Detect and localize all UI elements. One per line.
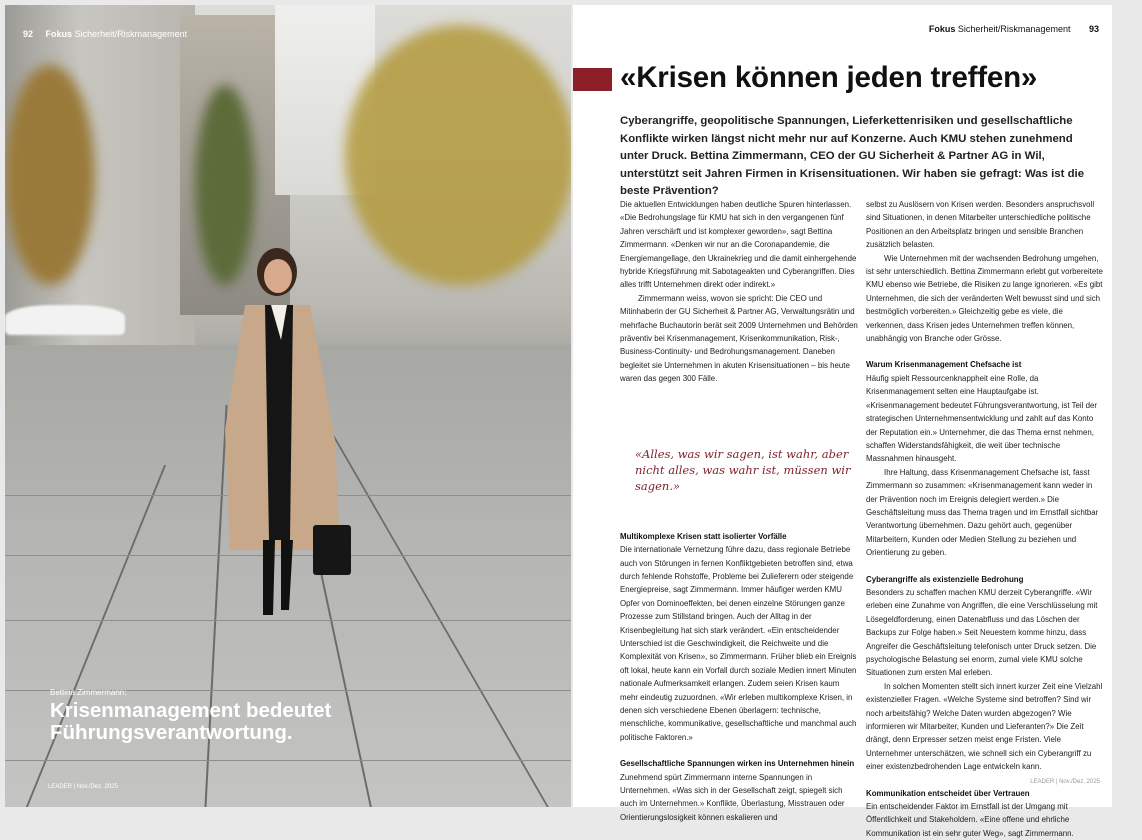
accent-bar xyxy=(573,68,612,91)
footer-right: LEADER | Nov./Dez. 2025 xyxy=(1030,779,1100,785)
tree-left xyxy=(5,65,95,285)
column-1 xyxy=(620,198,858,824)
paragraph: In solchen Momenten stellt sich innert kurzer Zeit eine Vielzahl existenzieller Fragen. «Welche Systeme sind betroffen? Sind wir noch arbeitsfähig? Welche Daten wurden abgezogen? Wie informieren wir Mitarbeiter, Kunden und Lieferanten?» Die Zeit drängt, denn Erpresser setzen meist enge Fristen. Viele Unternehmer unterschätzen, wie schnell sich ein Cyberangriff zu einer existenzbedrohenden Lage entwickeln kann. xyxy=(866,681,1103,772)
paragraph: Ein entscheidender Faktor im Ernstfall ist der Umgang mit Öffentlichkeit und Stakeholdern. «Eine offene und ehrliche Kommunikation ist ein sehr guter Weg», sagt Zimmermann. xyxy=(866,802,1074,838)
paragraph: Ihre Haltung, dass Krisenmanagement Chefsache ist, fasst Zimmermann so zusammen: «Krisenmanagement kann weder in der Prävention noch im Ereignis delegiert werden.» Die Geschäftsleitung muss das Thema tragen und im Ernstfall sichtbar Verantwortung übernehmen. Dazu gehört auch, gegenüber Mitarbeitern, Kunden oder Medien Stellung zu beziehen und Orientierung zu geben. xyxy=(866,467,1099,558)
tree-right xyxy=(345,25,571,285)
woman-walking xyxy=(205,240,355,640)
paragraph: Häufig spielt Ressourcenknappheit eine Rolle, da Krisenmanagement selten eine Hauptaufgabe ist. «Krisenmanagement bedeutet Führungsverantwortung, ist Teil der strategischen Unternehmensentwicklung und zahlt auf das Konto der Reputation ein.» Unternehmer, die das Thema ernst nehmen, schaffen Widerstandsfähigkeit, die weit über technische Massnahmen hinausgeht. xyxy=(866,373,1098,464)
paragraph: Zimmermann weiss, wovon sie spricht: Die CEO und Mitinhaberin der GU Sicherheit & Partner AG, Verwaltungsrätin und mehrfache Buchautorin berät seit 2009 Unternehmen und Behörden präventiv bei Krisenmanagement, Krisenkommunikation, Risk-, Business-Continuity- und Bedrohungsmanagement. Daneben begleitet sie Unternehmen in akuten Krisensituationen – bis heute waren das gegen 300 Fälle. xyxy=(620,293,858,384)
paragraph: Die internationale Vernetzung führe dazu, dass regionale Betriebe auch von Störungen in fernen Konfliktgebieten betroffen sind, etwa durch fehlende Rohstoffe, Probleme bei Zulieferern oder steigende Energiepreise, sagt Zimmermann. Immer häufiger werden KMU Opfer von Dominoeffekten, bei denen einzelne Störungen ganze Prozesse zum Stillstand bringen. Auch der Alltag in der Krisenbegleitung hat sich stark verändert. «Ein entscheidender Unterschied ist die Geschwindigkeit, die Reichweite und die Komplexität von Krisen», so Zimmermann. Früher blieb ein Ereignis oft lokal, heute kann ein Vorfall durch soziale Medien innert Minuten nationale Aufmerksamkeit erlangen. Zudem seien Krisen kaum mehr eindeutig zuzuordnen. «Wir erleben multikomplexe Krisen, in denen sich verschiedene Ebenen überlagern: technische, menschliche, kommunikative, gesellschaftliche und manchmal auch politische Faktoren.» xyxy=(620,545,857,742)
photo-caption xyxy=(50,688,390,744)
subheading: Cyberangriffe als existenzielle Bedrohung xyxy=(866,574,1024,584)
pull-quote: «Alles, was wir sagen, ist wahr, aber nicht alles, was wahr ist, müssen wir sagen.» xyxy=(635,446,851,493)
caption-quote: Krisenmanagement bedeutet Führungsverantwortung. xyxy=(50,699,332,744)
article-title: «Krisen können jeden treffen» xyxy=(620,61,1038,94)
paragraph: Zunehmend spürt Zimmermann interne Spannungen in Unternehmen. «Was sich in der Gesellschaft zeigt, spiegelt sich auch im Unternehmen.» Konflikte, Überlastung, Misstrauen oder Orientierungslosigkeit können eskalieren und xyxy=(620,772,845,822)
footer-left: LEADER | Nov./Dez. 2025 xyxy=(48,784,118,790)
caption-name: Bettina Zimmermann: xyxy=(50,688,127,697)
article-lead: Cyberangriffe, geopolitische Spannungen, Lieferkettenrisiken und gesellschaftliche Konflikte wirken längst nicht mehr nur auf Konzerne. Auch KMU stehen zunehmend unter Druck. Bettina Zimmermann, CEO der GU Sicherheit & Partner AG in Wil, unterstützt seit Jahren Firmen in Krisensituationen. Wir haben sie gefragt: Was ist die beste Prävention? xyxy=(620,115,1085,198)
paragraph: Besonders zu schaffen machen KMU derzeit Cyberangriffe. «Wir erleben eine Zunahme von Angriffen, die eine Verschlüsselung mit Lösegeldforderung, einen Datenabfluss und das Löschen der Backups zur Folge haben.» Seit Neuestem komme hinzu, dass Angreifer die Geschäftsleitung telefonisch unter Druck setzen. Die psychologische Belastung sei enorm, zumal viele KMU solche Situationen zum ersten Mal erleben. xyxy=(866,587,1098,678)
page-header-right xyxy=(929,24,1099,34)
page-number: 92 xyxy=(23,29,34,39)
paragraph: selbst zu Auslösern von Krisen werden. Besonders anspruchsvoll sind Situationen, in denen Mitarbeiter unterschiedliche politische Positionen an den Arbeitsplatz bringen und sensible Branchen zusätzlich belasten. xyxy=(866,200,1095,250)
subheading: Gesellschaftliche Spannungen wirken ins Unternehmen hinein xyxy=(620,759,855,769)
subsection-label: Sicherheit/Riskmanagement xyxy=(74,29,188,39)
subheading: Kommunikation entscheidet über Vertrauen xyxy=(866,788,1030,798)
section-label: Fokus xyxy=(928,24,956,34)
umbrella xyxy=(5,305,125,335)
paragraph: Wie Unternehmen mit der wachsenden Bedrohung umgehen, ist sehr unterschiedlich. Bettina Zimmermann erlebt gut vorbereitete KMU ebenso wie Betriebe, die Risiken zu lange ignorieren. «Es gibt Unternehmen, die sich der veränderten Welt bewusst sind und sich bestmöglich vorbereiten.» Gleichzeitig gebe es viele, die verkennen, dass Krisen jedes Unternehmen treffen können, unabhängig von Branche oder Grösse. xyxy=(866,253,1103,344)
paragraph: Die aktuellen Entwicklungen haben deutliche Spuren hinterlassen. «Die Bedrohungslage für KMU hat sich in den vergangenen fünf Jahren verschärft und ist komplexer geworden», sagt Bettina Zimmermann. «Denken wir nur an die Coronapandemie, die Energiemangellage, den Ukrainekrieg und die damit einhergehende hybride Kriegsführung mit Sabotageakten und Cyberangriffen. Dies alles trifft Unternehmen direkt oder indirekt.» xyxy=(620,200,857,290)
subheading: Warum Krisenmanagement Chefsache ist xyxy=(866,360,1022,370)
subsection-label: Sicherheit/Riskmanagement xyxy=(957,24,1071,34)
subheading: Multikomplexe Krisen statt isolierter Vorfälle xyxy=(620,531,787,541)
right-page xyxy=(573,5,1112,838)
page-header-left xyxy=(23,29,187,39)
column-2 xyxy=(866,198,1104,840)
section-label: Fokus xyxy=(45,29,73,39)
page-number: 93 xyxy=(1088,24,1099,34)
left-page-photo xyxy=(5,5,571,807)
